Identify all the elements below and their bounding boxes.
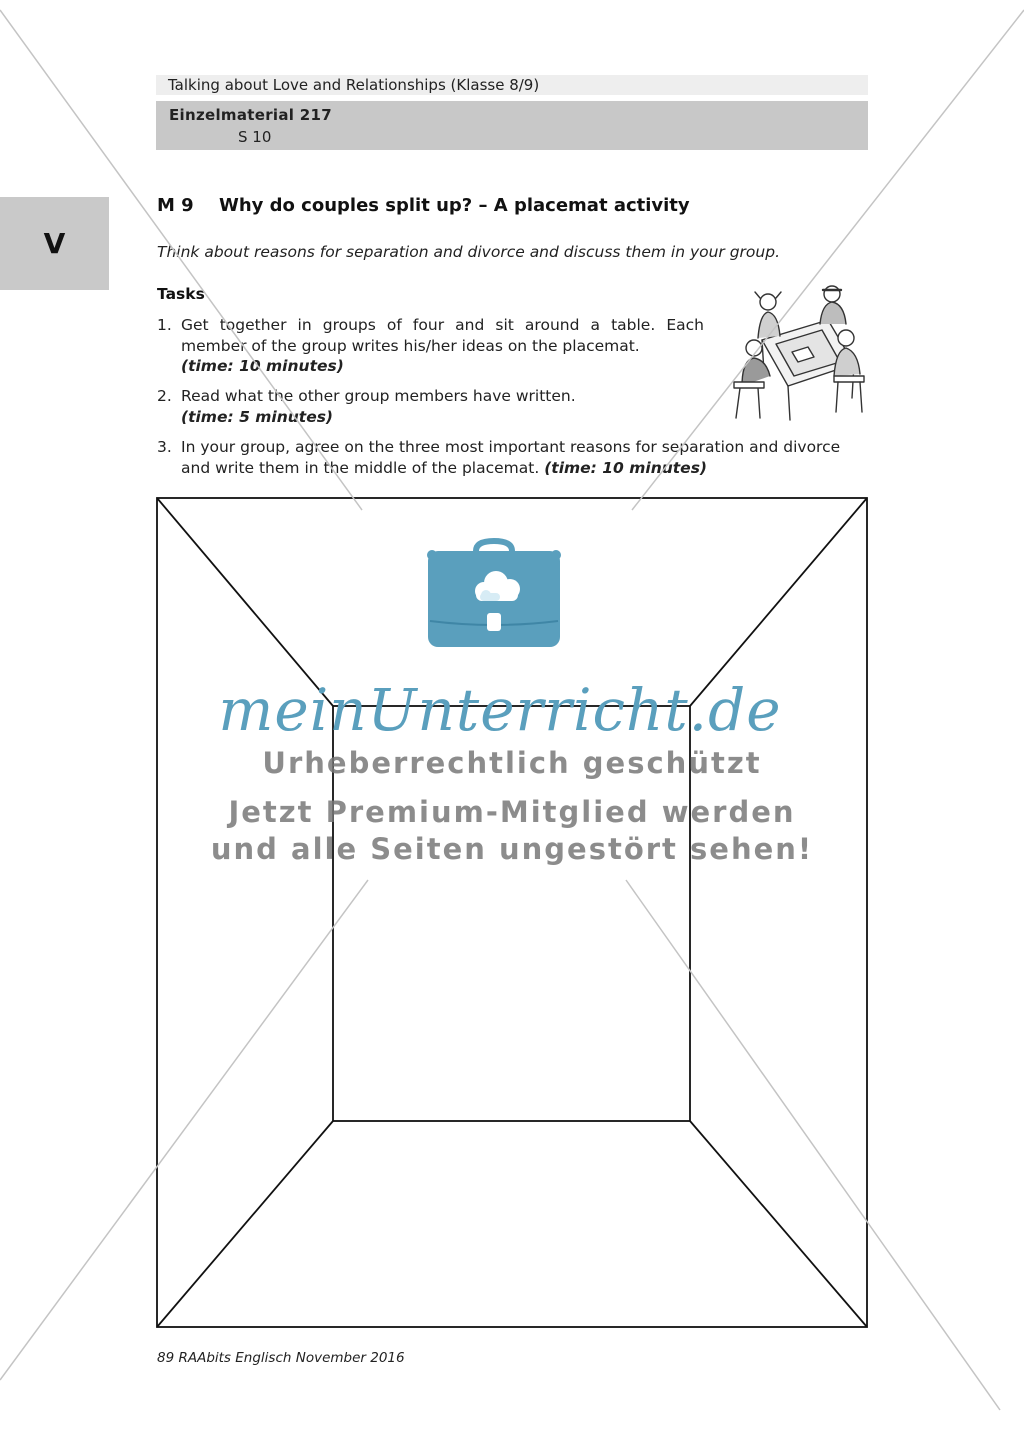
section-number: M 9: [157, 195, 194, 216]
header-material-bar: [156, 101, 868, 150]
page-label: S 10: [238, 128, 272, 146]
task-text: Get together in groups of four and sit around a table. Each member of the group writes his/her ideas on the placemat.: [181, 316, 704, 355]
placemat-corner-line: [690, 1121, 867, 1327]
task-text: Read what the other group members have written.: [181, 387, 576, 405]
placemat-corner-line: [690, 498, 867, 706]
section-title: [157, 195, 690, 216]
header-course-bar: [156, 75, 868, 95]
briefcase-cloud-icon: [426, 537, 562, 649]
tasks-heading: Tasks: [157, 285, 205, 303]
task-number: 3.: [157, 438, 172, 456]
watermark-line: Jetzt Premium-Mitglied werden: [228, 795, 796, 829]
course-title: Talking about Love and Relationships (Klasse 8/9): [168, 76, 540, 94]
task-time: (time: 10 minutes): [181, 357, 344, 375]
watermark-brand: meinUnterricht.de: [218, 676, 782, 744]
placemat-corner-line: [157, 1121, 333, 1327]
footer-text: 89 RAAbits Englisch November 2016: [157, 1350, 405, 1366]
side-tab-label: V: [43, 227, 66, 260]
task-item: [157, 437, 869, 479]
material-label: Einzelmaterial 217: [169, 106, 332, 124]
watermark-line: Urheberrechtlich geschützt: [262, 746, 762, 780]
task-time: (time: 5 minutes): [181, 407, 334, 426]
group-table-illustration: [718, 280, 870, 428]
intro-text: Think about reasons for separation and divorce and discuss them in your group.: [157, 243, 781, 261]
task-time: (time: 10 minutes): [544, 458, 707, 477]
task-text-line1: In your group, agree on the three most important reasons for separation and divorce: [181, 438, 841, 456]
placemat-corner-line: [157, 498, 333, 706]
watermark-line: und alle Seiten ungestört sehen!: [210, 832, 814, 866]
task-number: 2.: [157, 387, 172, 405]
task-text-line2: and write them in the middle of the placemat.: [181, 458, 540, 477]
task-item: [157, 315, 704, 377]
task-number: 1.: [157, 316, 172, 334]
side-tab: [0, 197, 109, 290]
task-item: [157, 386, 704, 428]
section-title-text: Why do couples split up? – A placemat activity: [219, 195, 690, 216]
